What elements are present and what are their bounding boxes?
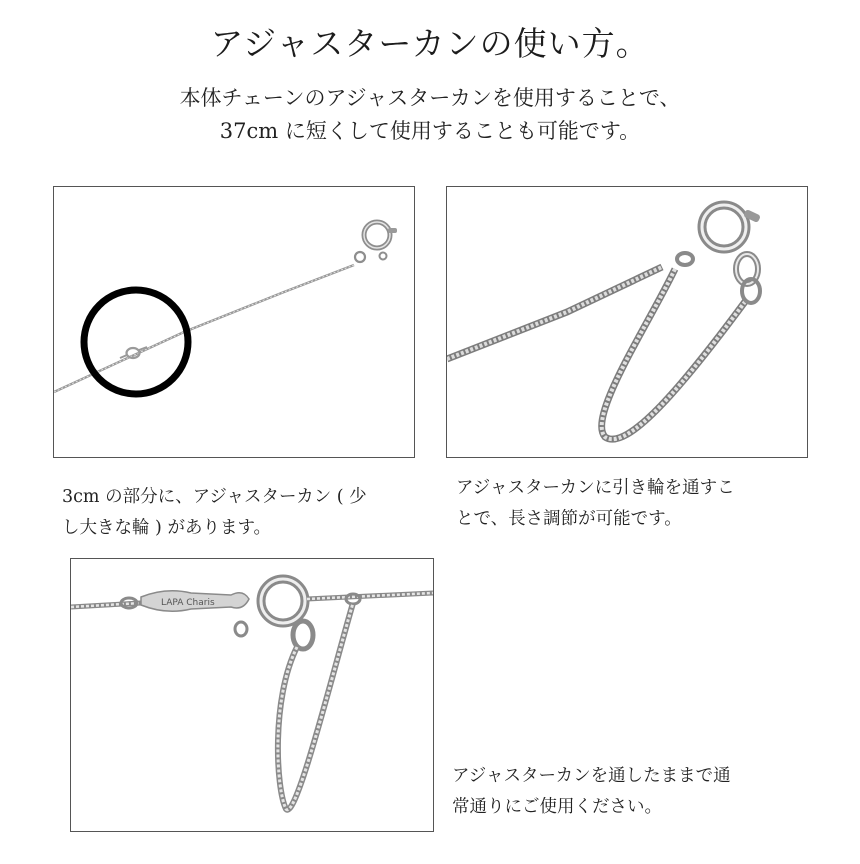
caption-adjuster-location — [62, 482, 412, 544]
caption-length-adjust — [456, 473, 796, 535]
spring-ring-clasp-icon — [235, 579, 313, 649]
caption-normal-use — [452, 761, 792, 823]
chain-loop — [602, 269, 747, 439]
clasp-through-ring-illustration — [447, 187, 807, 457]
caption-line: とで、長さ調節が可能です。 — [456, 509, 682, 529]
intro-line-1: 本体チェーンのアジャスターカンを使用することで、 — [179, 86, 681, 110]
spring-ring-clasp-icon — [355, 222, 397, 262]
name-plate — [141, 591, 249, 612]
intro-text — [0, 82, 860, 148]
chain-strand-right — [307, 593, 433, 604]
chain-strand — [54, 265, 354, 392]
chain-overview-illustration — [54, 187, 414, 457]
intro-line-2: 37cm に短くして使用することも可能です。 — [219, 119, 641, 143]
worn-with-adjuster-illustration — [71, 559, 433, 831]
photo-panel-worn-with-adjuster — [70, 558, 434, 832]
highlight-circle — [84, 290, 188, 394]
photo-panel-clasp-through-ring — [446, 186, 808, 458]
caption-line: し大きな輪 ) があります。 — [62, 518, 272, 538]
photo-panel-chain-overview — [53, 186, 415, 458]
spring-ring-clasp-icon — [677, 205, 761, 284]
caption-line: 常通りにご使用ください。 — [452, 797, 662, 817]
chain-strand — [447, 267, 662, 359]
caption-line: アジャスターカンに引き輪を通すこ — [456, 478, 735, 498]
plate-text: LAPA Charis — [161, 598, 215, 608]
page-title: アジャスターカンの使い方。 — [210, 24, 650, 63]
caption-line: アジャスターカンを通したままで通 — [452, 766, 731, 786]
chain-strand-left — [71, 598, 141, 608]
caption-line: 3cm の部分に、アジャスターカン ( 少 — [62, 487, 367, 507]
